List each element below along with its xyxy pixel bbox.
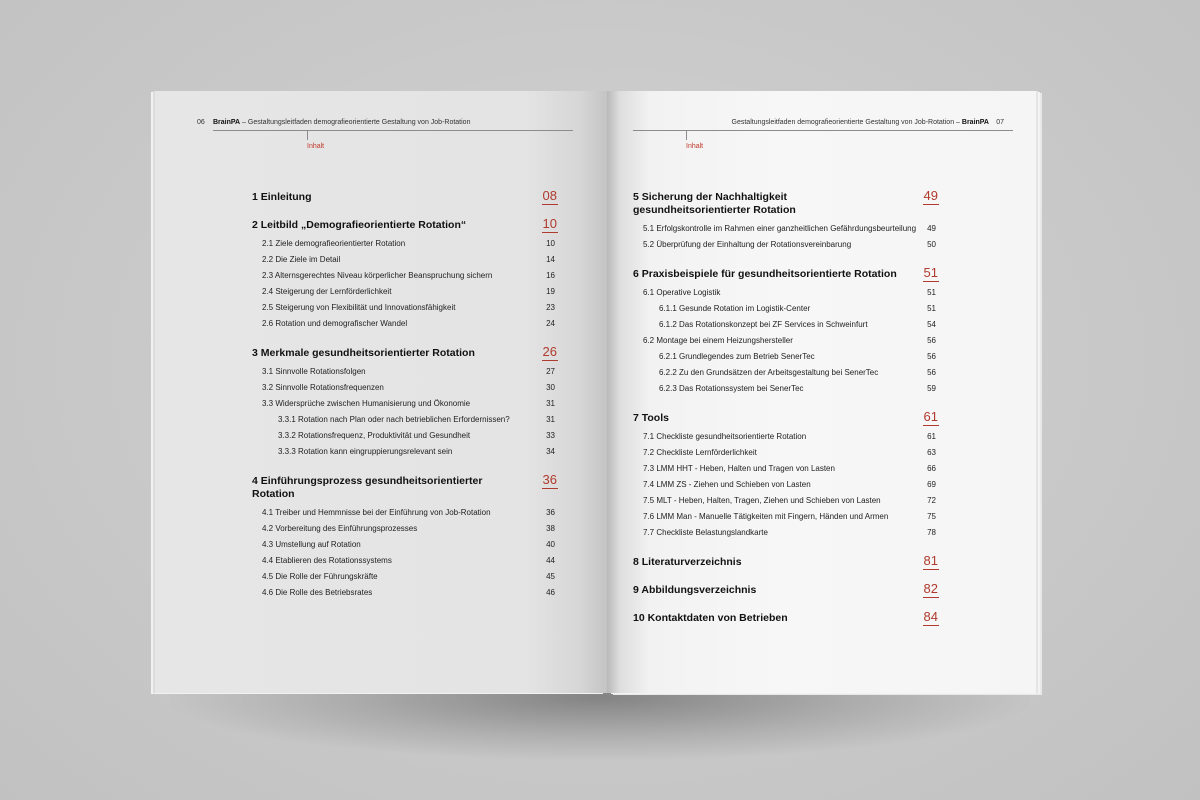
toc-entry-page: 56 (927, 368, 936, 377)
left-page-number: 06 (197, 119, 205, 126)
chapter-items (252, 364, 558, 460)
toc-entry-page: 40 (546, 540, 555, 549)
chapter-page-number: 26 (542, 344, 557, 359)
toc-entry (252, 364, 558, 380)
toc-entry (633, 509, 939, 525)
toc-entry-label: 7.2 Checkliste Lernförderlichkeit (643, 448, 757, 457)
toc-entry-label: 5.1 Erfolgskontrolle im Rahmen einer ganzheitlichen Gefährdungsbeurteilung (643, 224, 917, 233)
toc-entry-label: 3.3.2 Rotationsfrequenz, Produktivität und Gesundheit (278, 431, 471, 440)
toc-chapter (633, 188, 939, 253)
chapter-items (633, 429, 939, 541)
toc-entry (633, 381, 939, 397)
left-page (155, 91, 607, 693)
toc-entry-label: 4.2 Vorbereitung des Einführungsprozesses (262, 524, 418, 533)
toc-entry-label: 6.2 Montage bei einem Heizungshersteller (643, 336, 793, 345)
left-section-label: Inhalt (307, 143, 325, 150)
toc-entry (633, 461, 939, 477)
chapter-title: 9 Abbildungsverzeichnis (633, 584, 757, 596)
chapter-title: 8 Literaturverzeichnis (633, 556, 742, 568)
toc-entry-label: 4.5 Die Rolle der Führungskräfte (262, 572, 378, 581)
toc-entry (633, 445, 939, 461)
toc-entry-page: 56 (927, 336, 936, 345)
left-table-of-contents (252, 188, 558, 616)
toc-entry-page: 75 (927, 512, 936, 521)
chapter-title: 7 Tools (633, 412, 669, 424)
chapter-page-number: 08 (542, 188, 557, 203)
toc-entry-page: 45 (546, 572, 555, 581)
toc-entry-label: 2.2 Die Ziele im Detail (262, 255, 341, 264)
toc-entry (252, 569, 558, 585)
toc-entry-page: 31 (546, 399, 555, 408)
chapter-title: 1 Einleitung (252, 191, 312, 203)
toc-entry-label: 6.2.3 Das Rotationssystem bei SenerTec (659, 384, 804, 393)
left-running-header (213, 119, 470, 126)
toc-entry-page: 33 (546, 431, 555, 440)
toc-entry-page: 51 (927, 304, 936, 313)
toc-entry-page: 34 (546, 447, 555, 456)
chapter-title: 4 Einführungsprozess gesundheitsorientierter Rotation (252, 475, 483, 500)
toc-entry-page: 27 (546, 367, 555, 376)
toc-entry (252, 268, 558, 284)
right-header-text: Gestaltungsleitfaden demografieorientierte Gestaltung von Job-Rotation – (731, 119, 962, 126)
toc-entry-label: 4.6 Die Rolle des Betriebsrates (262, 588, 373, 597)
toc-entry (252, 585, 558, 601)
toc-entry-page: 56 (927, 352, 936, 361)
toc-entry-label: 4.1 Treiber und Hemmnisse bei der Einführung von Job-Rotation (262, 508, 491, 517)
toc-entry-label: 4.4 Etablieren des Rotationssystems (262, 556, 392, 565)
toc-entry-page: 14 (546, 255, 555, 264)
toc-entry (252, 412, 558, 428)
toc-entry (633, 477, 939, 493)
left-header-text: – Gestaltungsleitfaden demografieorientierte Gestaltung von Job-Rotation (240, 119, 471, 126)
right-page (607, 91, 1036, 693)
toc-chapter (633, 609, 939, 625)
toc-entry-page: 36 (546, 508, 555, 517)
toc-entry-page: 51 (927, 288, 936, 297)
right-header-rule (633, 130, 1013, 131)
toc-entry-page: 72 (927, 496, 936, 505)
toc-entry (252, 553, 558, 569)
right-header-tick (686, 130, 687, 140)
toc-entry-label: 6.2.1 Grundlegendes zum Betrieb SenerTec (659, 352, 815, 361)
toc-chapter (252, 344, 558, 460)
chapter-page-number: 61 (923, 409, 938, 424)
toc-entry (252, 284, 558, 300)
toc-entry (252, 505, 558, 521)
right-running-header (732, 119, 989, 126)
toc-entry-page: 49 (927, 224, 936, 233)
toc-entry-label: 3.3.1 Rotation nach Plan oder nach betrieblichen Erfordernissen? (278, 415, 510, 424)
toc-entry-page: 16 (546, 271, 555, 280)
toc-entry-page: 24 (546, 319, 555, 328)
toc-entry (633, 317, 939, 333)
toc-entry (633, 493, 939, 509)
right-table-of-contents (633, 188, 939, 640)
chapter-page-number: 82 (923, 581, 938, 596)
chapter-page-number: 84 (923, 609, 938, 624)
toc-entry (633, 365, 939, 381)
toc-entry-page: 61 (927, 432, 936, 441)
toc-entry-label: 3.3.3 Rotation kann eingruppierungsrelevant sein (278, 447, 453, 456)
toc-entry-page: 46 (546, 588, 555, 597)
toc-entry (252, 444, 558, 460)
chapter-page-number: 49 (923, 188, 938, 203)
toc-entry-page: 38 (546, 524, 555, 533)
toc-entry (633, 333, 939, 349)
toc-entry (633, 429, 939, 445)
toc-entry-label: 2.3 Alternsgerechtes Niveau körperlicher Beanspruchung sichern (262, 271, 493, 280)
toc-entry-page: 19 (546, 287, 555, 296)
left-header-tick (307, 130, 308, 140)
toc-entry-page: 30 (546, 383, 555, 392)
toc-entry (252, 300, 558, 316)
toc-entry-page: 23 (546, 303, 555, 312)
toc-entry-page: 69 (927, 480, 936, 489)
chapter-title: 2 Leitbild „Demografieorientierte Rotation“ (252, 219, 467, 231)
chapter-title: 5 Sicherung der Nachhaltigkeit gesundheitsorientierter Rotation (633, 191, 796, 216)
toc-entry-label: 2.4 Steigerung der Lernförderlichkeit (262, 287, 392, 296)
chapter-page-number: 51 (923, 265, 938, 280)
toc-entry-label: 7.1 Checkliste gesundheitsorientierte Rotation (643, 432, 807, 441)
toc-entry-page: 78 (927, 528, 936, 537)
toc-entry-page: 66 (927, 464, 936, 473)
toc-chapter (633, 265, 939, 397)
chapter-items (633, 221, 939, 253)
toc-entry-page: 54 (927, 320, 936, 329)
toc-entry-label: 4.3 Umstellung auf Rotation (262, 540, 361, 549)
toc-entry-page: 50 (927, 240, 936, 249)
chapter-title: 10 Kontaktdaten von Betrieben (633, 612, 788, 624)
chapter-items (252, 236, 558, 332)
toc-entry-page: 63 (927, 448, 936, 457)
toc-chapter (633, 581, 939, 597)
chapter-items (633, 285, 939, 397)
toc-entry-label: 6.1.1 Gesunde Rotation im Logistik-Center (659, 304, 811, 313)
chapter-title: 3 Merkmale gesundheitsorientierter Rotation (252, 347, 475, 359)
toc-entry (633, 525, 939, 541)
toc-entry (252, 521, 558, 537)
toc-entry (252, 236, 558, 252)
toc-entry-page: 31 (546, 415, 555, 424)
right-page-number: 07 (996, 119, 1004, 126)
toc-entry-label: 3.2 Sinnvolle Rotationsfrequenzen (262, 383, 384, 392)
toc-chapter (252, 216, 558, 332)
toc-chapter (252, 472, 558, 601)
left-header-brand: BrainPA (213, 119, 241, 126)
toc-entry-label: 2.6 Rotation und demografischer Wandel (262, 319, 408, 328)
chapter-page-number: 81 (923, 553, 938, 568)
left-header-rule (213, 130, 573, 131)
toc-entry-label: 7.6 LMM Man - Manuelle Tätigkeiten mit Fingern, Händen und Armen (643, 512, 889, 521)
toc-entry (633, 221, 939, 237)
toc-entry-label: 2.5 Steigerung von Flexibilität und Innovationsfähigkeit (262, 303, 456, 312)
chapter-items (252, 505, 558, 601)
toc-entry-label: 2.1 Ziele demografieorientierter Rotation (262, 239, 406, 248)
toc-chapter (633, 553, 939, 569)
chapter-page-number: 36 (542, 472, 557, 487)
toc-entry (252, 252, 558, 268)
toc-entry (252, 428, 558, 444)
toc-entry-page: 59 (927, 384, 936, 393)
toc-entry-label: 7.3 LMM HHT - Heben, Halten und Tragen von Lasten (643, 464, 835, 473)
toc-entry-label: 7.4 LMM ZS - Ziehen und Schieben von Lasten (643, 480, 811, 489)
toc-chapter (252, 188, 558, 204)
chapter-title: 6 Praxisbeispiele für gesundheitsorientierte Rotation (633, 268, 897, 280)
right-header-brand: BrainPA (961, 119, 989, 126)
toc-entry-label: 7.7 Checkliste Belastungslandkarte (643, 528, 768, 537)
toc-entry (633, 237, 939, 253)
toc-entry (252, 396, 558, 412)
toc-entry-label: 3.1 Sinnvolle Rotationsfolgen (262, 367, 366, 376)
toc-entry (633, 349, 939, 365)
toc-entry-page: 10 (546, 239, 555, 248)
right-section-label: Inhalt (686, 143, 704, 150)
chapter-page-number: 10 (542, 216, 557, 231)
toc-entry (633, 301, 939, 317)
toc-entry (252, 380, 558, 396)
toc-entry-label: 5.2 Überprüfung der Einhaltung der Rotationsvereinbarung (643, 240, 852, 249)
toc-entry-label: 6.1 Operative Logistik (643, 288, 721, 297)
toc-entry (252, 316, 558, 332)
toc-entry-label: 6.2.2 Zu den Grundsätzen der Arbeitsgestaltung bei SenerTec (659, 368, 879, 377)
toc-chapter (633, 409, 939, 541)
toc-entry-label: 6.1.2 Das Rotationskonzept bei ZF Services in Schweinfurt (659, 320, 868, 329)
toc-entry-label: 3.3 Widersprüche zwischen Humanisierung und Ökonomie (262, 399, 471, 408)
toc-entry (252, 537, 558, 553)
toc-entry (633, 285, 939, 301)
toc-entry-label: 7.5 MLT - Heben, Halten, Tragen, Ziehen und Schieben von Lasten (643, 496, 881, 505)
toc-entry-page: 44 (546, 556, 555, 565)
